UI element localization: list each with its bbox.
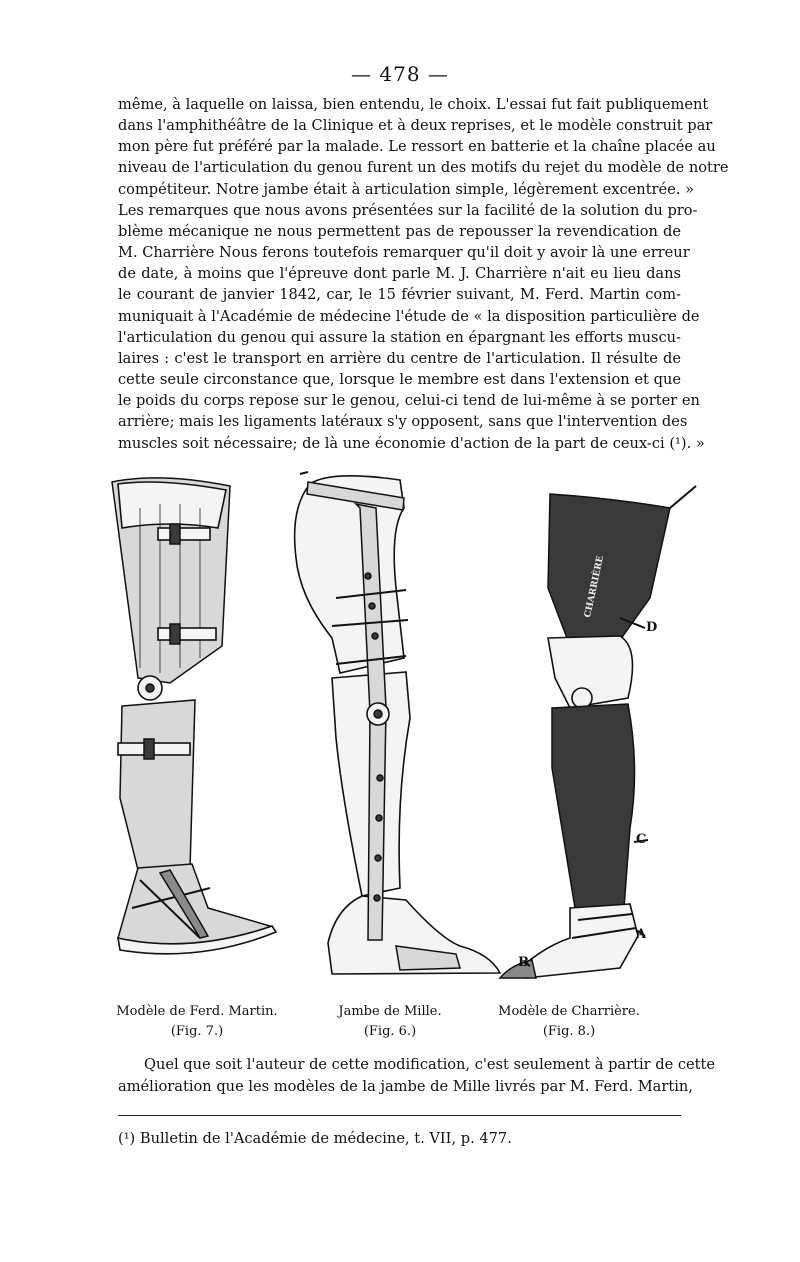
letter-a: A [636, 927, 647, 942]
text-line: blème mécanique ne nous permettent pas de repousser la revendication de [118, 222, 681, 240]
text-line: l'articulation du genou qui assure la station en épargnant les efforts muscu- [118, 328, 681, 346]
text-line: le poids du corps repose sur le genou, celui-ci tend de lui-même à se porter en [118, 392, 700, 410]
text-line: compétiteur. Notre jambe était à articulation simple, légèrement excentrée. » [118, 180, 695, 198]
fig6-caption [320, 1004, 460, 1039]
text-line: muscles soit nécessaire; de là une économie d'action de la part de ceux-ci (¹). » [118, 434, 705, 452]
page-number: — 478 — [351, 62, 449, 86]
text-line: laires : c'est le transport en arrière du centre de l'articulation. Il résulte de [118, 349, 681, 367]
text-line: muniquait à l'Académie de médecine l'étude de « la disposition particulière de [118, 307, 700, 325]
fig8-title: Modèle de Charrière. [498, 1004, 640, 1019]
fig7-title: Modèle de Ferd. Martin. [116, 1004, 278, 1019]
fig8-caption [494, 1004, 644, 1039]
illustration-plate [100, 468, 700, 1008]
text-line: cette seule circonstance que, lorsque le membre est dans l'extension et que [118, 371, 681, 389]
letter-d: D [646, 620, 658, 635]
fig7-leg-drawing [112, 478, 276, 954]
paragraph-top [118, 94, 729, 454]
footnote-rule [118, 1115, 681, 1116]
text-line: de date, à moins que l'épreuve dont parle M. J. Charrière n'ait eu lieu dans [118, 265, 681, 283]
text-line: niveau de l'articulation du genou furent un des motifs du rejet du modèle de notre [118, 159, 729, 177]
fig6-title: Jambe de Mille. [338, 1004, 442, 1019]
letter-c: C [636, 832, 647, 847]
fig7-caption [112, 1004, 282, 1039]
text-line: M. Charrière Nous ferons toutefois remarquer qu'il doit y avoir là une erreur [118, 244, 690, 262]
prosthetic-legs-engraving [100, 468, 700, 1008]
footnote: (¹) Bulletin de l'Académie de médecine, t. VII, p. 477. [118, 1130, 512, 1147]
fig8-label: (Fig. 8.) [542, 1024, 596, 1039]
text-line: arrière; mais les ligaments latéraux s'y opposent, sans que l'intervention des [118, 413, 688, 431]
text-line: dans l'amphithéâtre de la Clinique et à deux reprises, et le modèle construit par [118, 117, 713, 135]
text-line: Les remarques que nous avons présentées sur la facilité de la solution du pro- [118, 201, 698, 219]
fig8-leg-drawing [500, 486, 696, 978]
fig7-label: (Fig. 7.) [170, 1024, 224, 1039]
text-line: Quel que soit l'auteur de cette modification, c'est seulement à partir de cette [144, 1056, 716, 1073]
letter-b: B [518, 955, 529, 970]
text-line: amélioration que les modèles de la jambe de Mille livrés par M. Ferd. Martin, [118, 1078, 693, 1095]
text-line: même, à laquelle on laissa, bien entendu, le choix. L'essai fut fait publiquement [118, 96, 709, 113]
text-line: le courant de janvier 1842, car, le 15 février suivant, M. Ferd. Martin com- [118, 286, 681, 304]
text-line: mon père fut préféré par la malade. Le ressort en batterie et la chaîne placée au [118, 138, 716, 156]
paragraph-bottom [118, 1054, 716, 1098]
charriere-engraving: CHARRIÈRE [583, 554, 607, 619]
fig6-label: (Fig. 6.) [363, 1024, 417, 1039]
fig6-leg-drawing [295, 472, 500, 974]
